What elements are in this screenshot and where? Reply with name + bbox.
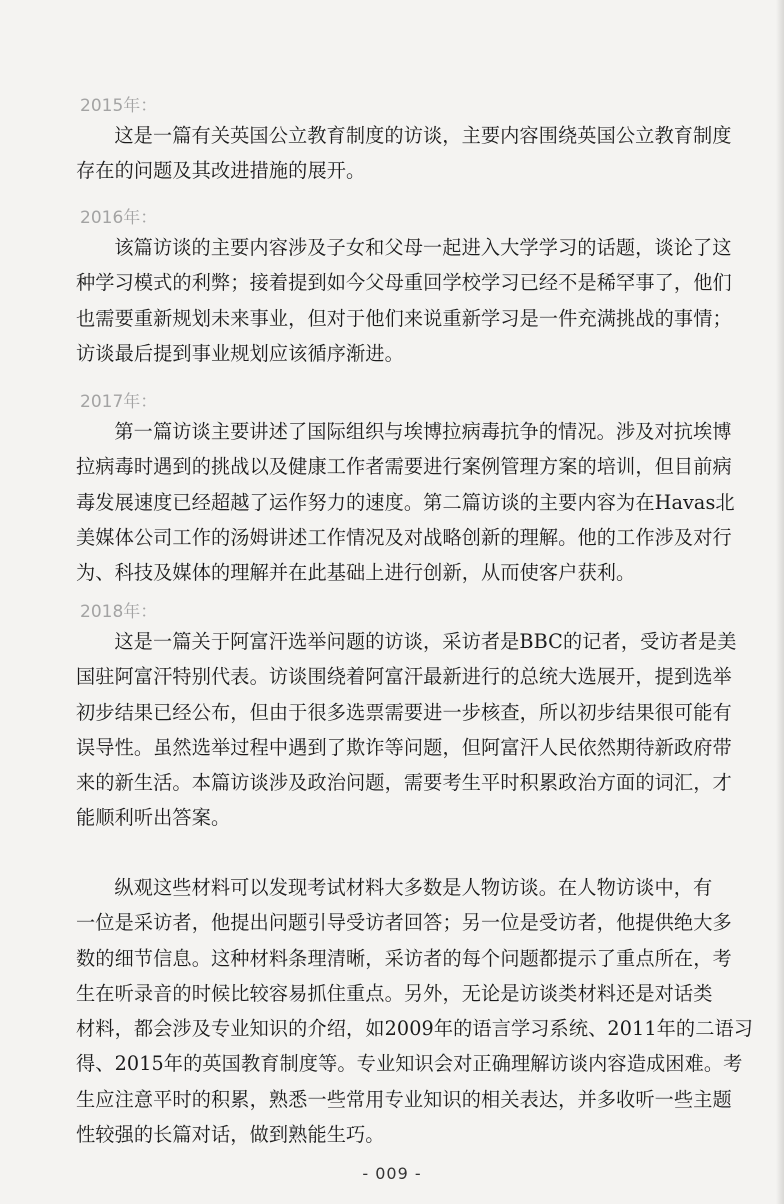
year-heading: 2015年：: [80, 96, 158, 116]
paragraph-line: 也需要重新规划未来事业，但对于他们来说重新学习是一件充满挑战的事情；: [76, 306, 732, 330]
paragraph-line: 国驻阿富汗特别代表。访谈围绕着阿富汗最新进行的总统大选展开，提到选举: [76, 665, 732, 689]
paragraph-line: 初步结果已经公布，但由于很多选票需要进一步核查，所以初步结果很可能有: [76, 700, 732, 724]
paragraph-line: 一位是采访者，他提出问题引导受访者回答；另一位是受访者，他提供绝大多: [76, 911, 732, 935]
year-heading: 2018年：: [80, 602, 158, 622]
page-edge-shadow: [776, 0, 784, 1204]
paragraph-line: 这是一篇有关英国公立教育制度的访谈，主要内容围绕英国公立教育制度: [114, 124, 732, 147]
paragraph-line: 毒发展速度已经超越了运作努力的速度。第二篇访谈的主要内容为在Havas北: [76, 490, 735, 514]
paragraph-line: 种学习模式的利弊；接着提到如今父母重回学校学习已经不是稀罕事了，他们: [76, 271, 732, 295]
paragraph-line: 美媒体公司工作的汤姆讲述工作情况及对战略创新的理解。他的工作涉及对行: [76, 525, 732, 549]
paragraph-line: 得、2015年的英国教育制度等。专业知识会对正确理解访谈内容造成困难。考: [76, 1052, 743, 1076]
paragraph-line: 第一篇访谈主要讲述了国际组织与埃博拉病毒抗争的情况。涉及对抗埃博: [114, 420, 732, 443]
page-number: - 009 -: [362, 1164, 422, 1183]
paragraph-line: 拉病毒时遇到的挑战以及健康工作者需要进行案例管理方案的培训，但目前病: [76, 455, 732, 479]
paragraph-line: 性较强的长篇对话，做到熟能生巧。: [76, 1123, 385, 1147]
paragraph-line: 这是一篇关于阿富汗选举问题的访谈，采访者是BBC的记者，受访者是美: [114, 630, 737, 653]
paragraph-line: 能顺利听出答案。: [76, 806, 231, 830]
paragraph-line: 误导性。虽然选举过程中遇到了欺诈等问题，但阿富汗人民依然期待新政府带: [76, 735, 732, 759]
paragraph-line: 来的新生活。本篇访谈涉及政治问题，需要考生平时积累政治方面的词汇，才: [76, 771, 732, 795]
paragraph-line: 生应注意平时的积累，熟悉一些常用专业知识的相关表达，并多收听一些主题: [76, 1087, 732, 1111]
section-paragraph: [76, 414, 742, 590]
section-paragraph: [76, 230, 742, 371]
paragraph-line: 材料，都会涉及专业知识的介绍，如2009年的语言学习系统、2011年的二语习: [76, 1017, 754, 1041]
paragraph-line: 纵观这些材料可以发现考试材料大多数是人物访谈。在人物访谈中，有: [114, 876, 713, 899]
summary-section: [76, 870, 754, 1152]
paragraph-line: 该篇访谈的主要内容涉及子女和父母一起进入大学学习的话题，谈论了这: [114, 236, 732, 259]
section-paragraph: [76, 118, 742, 189]
paragraph-line: 数的细节信息。这种材料条理清晰，采访者的每个问题都提示了重点所在，考: [76, 946, 732, 970]
section-paragraph: [76, 624, 742, 836]
year-heading: 2016年：: [80, 208, 158, 228]
section-2016: [76, 206, 742, 371]
section-2015: [76, 94, 742, 189]
summary-paragraph: [76, 870, 754, 1152]
section-2017: [76, 390, 742, 590]
paragraph-line: 存在的问题及其改进措施的展开。: [76, 159, 366, 183]
year-heading: 2017年：: [80, 392, 158, 412]
section-2018: [76, 600, 742, 836]
paragraph-line: 为、科技及媒体的理解并在此基础上进行创新，从而使客户获利。: [76, 561, 636, 585]
paragraph-line: 生在听录音的时候比较容易抓住重点。另外，无论是访谈类材料还是对话类: [76, 981, 713, 1005]
paragraph-line: 访谈最后提到事业规划应该循序渐进。: [76, 341, 404, 365]
